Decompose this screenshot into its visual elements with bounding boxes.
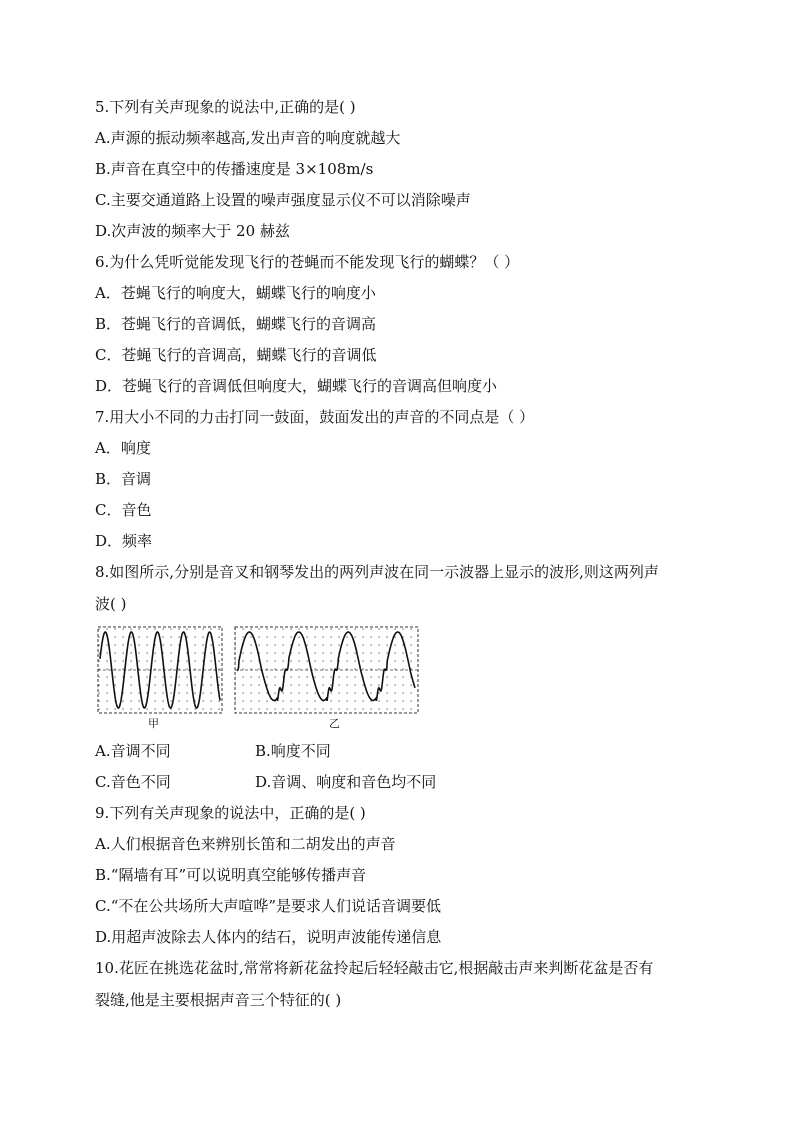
question-7-option-c: C．音色 [95,501,152,519]
question-5-option-d: D.次声波的频率大于 20 赫兹 [95,222,290,240]
question-6-option-b: B．苍蝇飞行的音调低，蝴蝶飞行的音调高 [95,315,377,333]
question-5-option-c: C.主要交通道路上设置的噪声强度显示仪不可以消除噪声 [95,191,471,209]
question-8-stem-line-2: 波( ) [95,595,127,613]
question-7-stem: 7.用大小不同的力击打同一鼓面，鼓面发出的声音的不同点是（ ） [95,408,535,426]
question-7-option-d: D．频率 [95,532,153,550]
waveform-svg [95,625,425,735]
waveform-screen-jia [98,627,222,713]
question-7-option-a: A．响度 [95,439,151,457]
question-8-option-b: B.响度不同 [255,742,331,760]
question-9-stem: 9.下列有关声现象的说法中，正确的是( ) [95,804,366,822]
question-9-option-d: D.用超声波除去人体内的结石，说明声波能传递信息 [95,928,442,946]
question-6-stem: 6.为什么凭听觉能发现飞行的苍蝇而不能发现飞行的蝴蝶？（ ） [95,253,520,271]
question-6-option-c: C．苍蝇飞行的音调高，蝴蝶飞行的音调低 [95,346,377,364]
question-10-stem-line-2: 裂缝,他是主要根据声音三个特征的( ) [95,991,342,1009]
question-8-option-c: C.音色不同 [95,773,171,791]
question-8-option-d: D.音调、响度和音色均不同 [255,773,437,791]
question-6-option-a: A．苍蝇飞行的响度大，蝴蝶飞行的响度小 [95,284,376,302]
question-5-stem: 5.下列有关声现象的说法中,正确的是( ) [95,98,356,116]
question-8-stem-line-1: 8.如图所示,分别是音叉和钢琴发出的两列声波在同一示波器上显示的波形,则这两列声 [95,563,659,581]
question-10-stem-line-1: 10.花匠在挑选花盆时,常常将新花盆拎起后轻轻敲击它,根据敲击声来判断花盆是否有 [95,959,654,977]
figure-label-yi: 乙 [329,717,340,730]
question-9-option-c: C.“不在公共场所大声喧哗”是要求人们说话音调要低 [95,897,442,915]
waveform-screen-yi [235,627,418,713]
question-5-option-a: A.声源的振动频率越高,发出声音的响度就越大 [95,129,401,147]
oscilloscope-waveform-figure [95,625,425,735]
question-9-option-a: A.人们根据音色来辨别长笛和二胡发出的声音 [95,835,396,853]
figure-label-jia: 甲 [148,717,159,730]
question-9-option-b: B.“隔墙有耳”可以说明真空能够传播声音 [95,866,367,884]
question-5-option-b: B.声音在真空中的传播速度是 3×108m/s [95,160,374,178]
question-6-option-d: D．苍蝇飞行的音调低但响度大，蝴蝶飞行的音调高但响度小 [95,377,498,395]
question-7-option-b: B．音调 [95,470,152,488]
question-8-option-a: A.音调不同 [95,742,171,760]
